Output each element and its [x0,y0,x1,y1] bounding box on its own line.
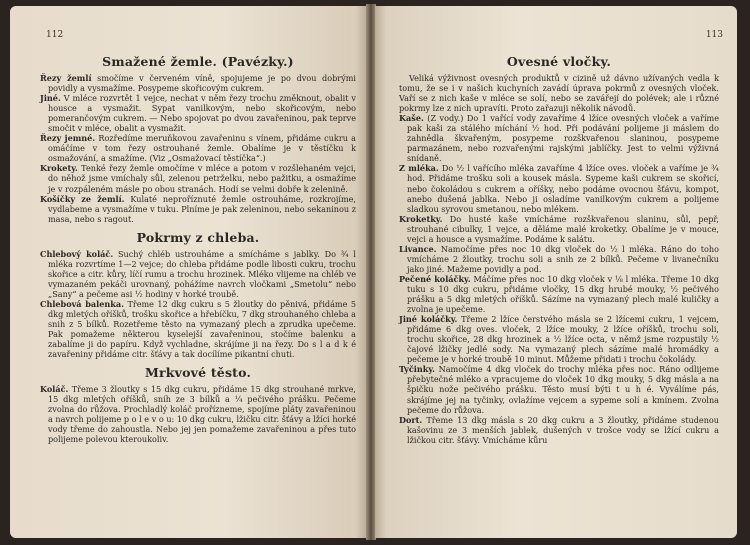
recipe-text: (Z vody.) Do 1 vařící vody zavaříme 4 lžíce ovesných vloček a vaříme pak kaši za stálého míchání ½ hod. Při podávání polijeme ji máslem do zahnědla škvařeným, posypeme rozškvařenou slaninou, posypeme parmazánem, nebo rozvařenými rajskými jablíčky. Jest to velmi výživná snídaně. [407,113,719,164]
recipe-paragraph [399,415,719,445]
recipe-text: Třeme 12 dkg cukru s 5 žloutky do pěnivá, přidáme 5 dkg mletých oříšků, trošku skořice a hřebíčku, 7 dkg strouhaného chleba a snih z 5 bílků. Rozetřeme těsto na vymazaný plech a zprudka upečeme. Pak pomažeme některou kyselejší zavařeninou, stočíme balenku a zabalíme ji do papíru. Když vychladne, skrájíme ji na řezy. Do s l a d k é zavařeniny přidáme citr. šťávy a tak docílíme pikantní chuti. [48,298,356,360]
recipe-name: Tyčinky. [399,364,435,375]
recipe-name: Řezy jemné. [40,133,96,144]
recipe-list [40,249,356,360]
recipe-text: Suchý chléb ustrouháme a smícháme s jablky. Do ¾ l mléka rozvrtíme 1—2 vejce; do chleba přidáme podle libosti cukru, trochu skořice a citr. kůry, líčí rumu a trochu hrozinek. Mléko vlijeme na chléb ve vymazaném pekáči urovnaný, pohážíme navrch vločkami „Smetolu“ nebo „Sany“ a pečeme asi ½ hodiny v horké troubě. [48,248,356,299]
recipe-text: Namočíme přes noc 10 dkg vloček do ½ l mléka. Ráno do toho vmícháme 2 žloutky, trochu soli a snih ze 2 bílků. Pečeme v livanečníku jako jiné. Mažeme povidly a pod. [407,243,719,274]
recipe-name: Krokety. [40,163,78,174]
section-heading: Mrkvové těsto. [144,365,252,381]
recipe-paragraph [399,113,719,163]
section-heading: Smažené žemle. (Pavézky.) [102,54,294,69]
recipe-text: Máčíme přes noc 10 dkg vloček v ⅛ l mléka. Třeme 10 dkg tuku s 10 dkg cukru, přidáme vločky, 15 dkg hrubé mouky, ½ pečivého prášku a 5 dkg mletých oříšků. Sázíme na vymazaný plech malé kuličky a zvolna je upečeme. [407,273,719,315]
recipe-paragraph [399,214,719,244]
recipe-name: Koláč. [40,384,69,395]
text-column [40,52,356,445]
recipe-name: Řezy žemlí [40,73,92,83]
recipe-text: V mléce rozvrtět 1 vejce, nechat v něm řezy trochu změknout, obalit v housce a vysmažit. Sypat vanilkovým, nebo skořicovým, nebo pomerančovým cukrem. — Nebo spojovat po dvou zavařeninou, pak teprve smočit v mléce, obalit a vysmažit. [48,93,356,134]
recipe-text: Třeme 13 dkg másla s 20 dkg cukru a 3 žloutky, přidáme studenou kašovinu ze 3 menších jablek, dušených v trošce vody se lžící cukru a lžičkou citr. šťávy. Vmícháme kůru [407,414,719,445]
recipe-name: Z mléka. [399,163,439,174]
recipe-name: Jiné. [40,93,61,104]
recipe-text: smočíme v červeném víně, spojujeme je po dvou dobrými povidly a vysmažíme. Posypeme skořicovým cukrem. [48,73,357,94]
recipe-name: Chlebová balenka. [40,298,124,309]
recipe-paragraph [399,364,719,414]
intro-paragraph: Veliká výživnost ovesných produktů v cizině už dávno užívaných vedla k tomu, že se i v našich kuchyních zavádí úprava pokrmů z ovesných vloček. Vaří se z nich kaše v mléce se solí, nebo se zavářejí do polévek; ale i různé pokrmy lze z nich upravíti. Proto zařazuji několik návodů. [399,73,719,114]
recipe-list [40,384,356,444]
recipe-text: Do ½ l vařícího mléka zavaříme 4 lžíce oves. vloček a vaříme je ¾ hod. Přidáme trošku soli a kousek másla. Sypeme kaši cukrem se skořicí, nebo čokoládou s cukrem a oříšky, nebo podáme ovocnou šťávu, kompot, anebo dušená jablka. Nebo ji osladíme vanilkovým cukrem a polijeme sladkou syrovou smetanou, nebo mlékem. [407,163,720,214]
recipe-paragraph [399,163,719,213]
section-heading: Pokrmy z chleba. [136,229,260,245]
left-page [10,6,367,538]
recipe-paragraph [40,299,356,359]
recipe-name: Dort. [399,414,423,425]
recipe-list [40,73,356,224]
recipe-paragraph [40,163,356,193]
recipe-text: Rozředíme meruňkovou zavařeninu s vínem, přidáme cukru a omáčíme v tom řezy ostrouhané žemle. Obalíme je v těstíčku k osmažování, a smažíme. (Viz „Osmažovací těstíčka“.) [48,133,356,164]
recipe-paragraph [40,73,356,93]
section-heading: Ovesné vločky. [506,54,612,69]
recipe-name: Kaše. [399,113,424,124]
recipe-paragraph [40,93,356,133]
recipe-text: Tenké řezy žemle omočíme v mléce a potom v rozšlehaném vejci, do něhož jsme vmíchaly sůl, zelenou petrželku, nebo pažitku, a osmažíme je v rozpáleném másle po obou stranách. Hodí se velmi dobře k zelenině. [48,163,356,194]
recipe-name: Livance. [399,243,437,254]
recipe-text: Třeme 2 lžíce čerstvého másla se 2 lžícemi cukru, 1 vejcem, přidáme 6 dkg oves. vloček, 2 lžíce mouky, 2 lžíce oříšků, trochu soli, trochu skořice, 28 dkg hrozinek a ½ lžíce octa, v němž jsme rozpustily ½ čajové lžičky jedlé sody. Na vymazaný plech sázíme malé hromádky a pečeme je v horké troubě 10 minut. Můžeme přidati i trochu čokolády. [407,314,719,365]
recipe-paragraph [399,274,719,314]
recipe-paragraph [399,244,719,274]
recipe-paragraph [40,384,356,444]
recipe-paragraph [40,194,356,224]
right-page [375,6,737,538]
recipe-paragraph [399,314,719,364]
recipe-list [399,113,719,445]
recipe-name: Jiné koláčky. [399,314,458,325]
recipe-text: Do husté kaše vmícháme rozškvařenou slaninu, sůl, pepř, strouhané cibulky, 1 vejce, a děláme malé kroketky. Obalíme je v mouce, vejci a housce a vysmažíme. Podáme k salátu. [407,213,719,244]
page-number: 112 [46,30,64,40]
recipe-name: Kroketky. [399,213,443,224]
recipe-paragraph [40,133,356,163]
recipe-text: Namočíme 4 dkg vloček do trochy mléka přes noc. Ráno odlijeme přebytečné mléko a vpracujeme do vloček 10 dkg mouky, 5 dkg másla a na špičku nože pečivého prášku. Těsto musí býti t u h é. Vyválíme pás, skrájíme jej na tyčinky, ovlažíme vejcem a sypeme solí a kmínem. Zvolna pečeme do růžova. [407,364,719,415]
recipe-text: Třeme 3 žloutky s 15 dkg cukru, přidáme 15 dkg strouhané mrkve, 15 dkg mletých oříšků, sníh ze 3 bílků a ¼ pečivého prášku. Pečeme zvolna do růžova. Prochladlý koláč prořízneme, spojíme pláty zavařeninou a navrch polijeme p o l e v o u: 10 dkg cukru, lžičku citr. šťávy a lžíci horké vody třeme do zahoustla. Nebo jej jen pomažeme zavařeninou a přes tuto polijeme polevou kteroukoliv. [48,384,356,445]
recipe-text: Kulaté neproříznuté žemle ostrouháme, rozkrojíme, vydlabeme a vysmažíme v tuku. Plníme je pak zeleninou, nebo sekaninou z masa, nebo s ragout. [48,193,356,224]
recipe-name: Košíčky ze žemlí. [40,193,125,204]
text-column [399,52,719,445]
page-number: 113 [705,30,723,40]
recipe-name: Chlebový koláč. [40,248,114,259]
recipe-paragraph [40,249,356,299]
recipe-name: Pečené koláčky. [399,273,471,284]
